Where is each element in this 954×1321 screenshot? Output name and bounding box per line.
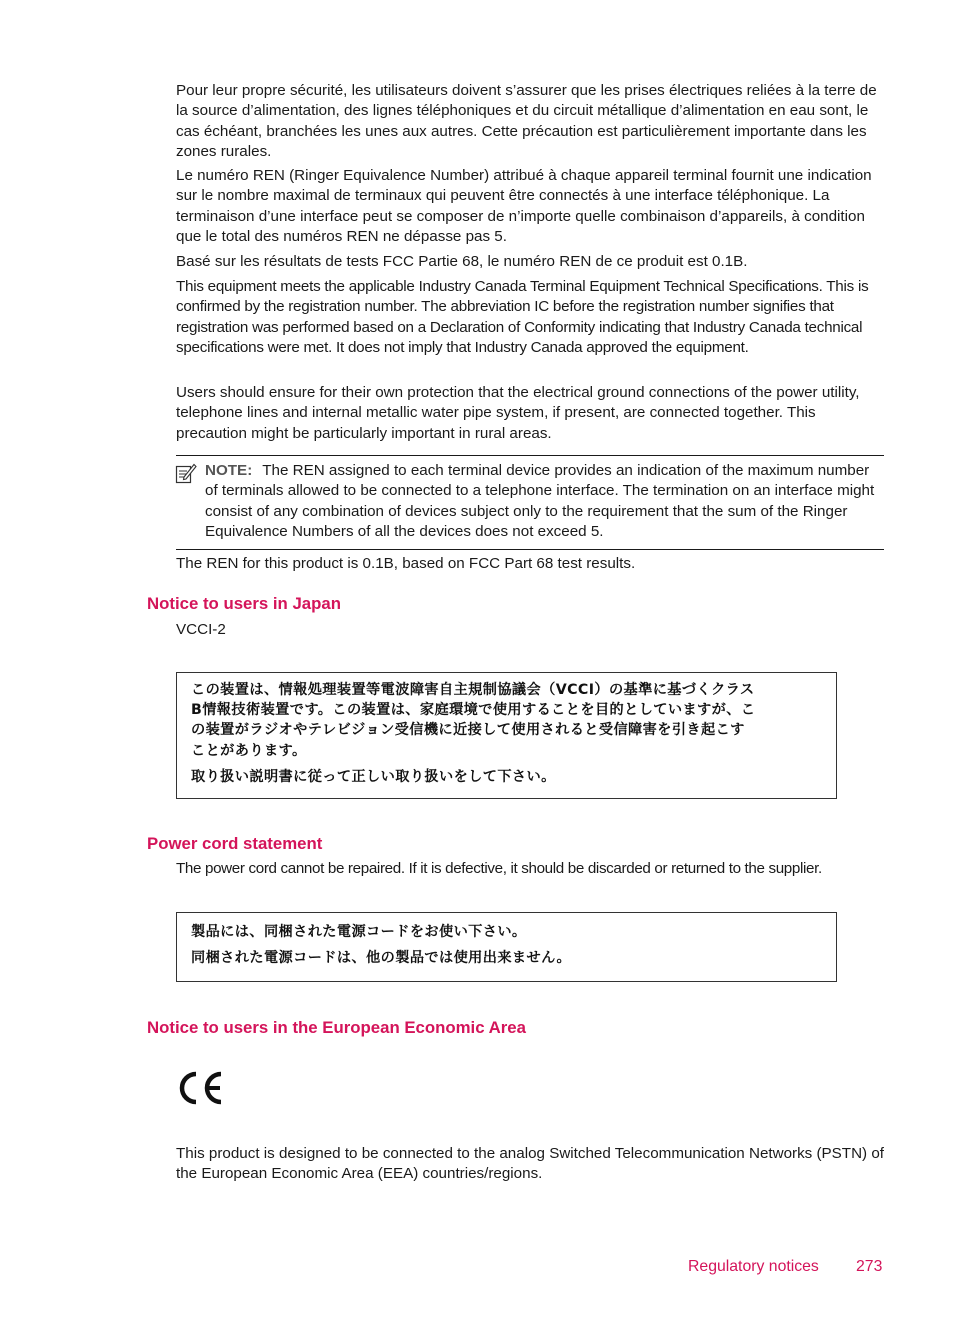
french-ren-paragraph: Le numéro REN (Ringer Equivalence Number) attribué à chaque appareil terminal fournit une indication sur le nombre maximal de terminaux qui peuvent être connectés à une interface téléphonique. La terminaison d’une interface peut se composer de n’importe quelle combinaison d’appareils, à condition que le total des numéros REN ne dépasse pas 5. — [176, 167, 872, 246]
vcci-label: VCCI-2 — [176, 621, 226, 638]
jp-power-line: 製品には、同梱された電源コードをお使い下さい。 — [191, 924, 527, 940]
jp-notice-line: 取り扱い説明書に従って正しい取り扱いをして下さい。 — [191, 768, 556, 785]
japan-heading: Notice to users in Japan — [147, 594, 341, 613]
jp-notice-line: ことがあります。 — [191, 742, 307, 759]
jp-notice-line: の装置がラジオやテレビジョン受信機に近接して使用されると受信障害を引き起こす — [191, 722, 745, 739]
footer-page-number: 273 — [856, 1258, 883, 1275]
ren-statement: The REN for this product is 0.1B, based on FCC Part 68 test results. — [176, 555, 636, 572]
industry-canada-paragraph: This equipment meets the applicable Industry Canada Terminal Equipment Technical Specifications. This is confirmed by the registration number. The abbreviation IC before the registration number signifies that registration was performed based on a Declaration of Conformity indicating that Industry Canada technical specifications were met. It does not imply that Industry Canada approved the equipment. — [176, 278, 869, 357]
eea-text: This product is designed to be connected to the analog Switched Telecommunication Networks (PSTN) of the European Economic Area (EEA) countries/regions. — [176, 1145, 884, 1183]
french-safety-paragraph: Pour leur propre sécurité, les utilisateurs doivent s’assurer que les prises électriques reliées à la terre de la source d’alimentation, des lignes téléphoniques et du circuit métallique d’alimentation en eau sont, le cas échéant, branchées les unes aux autres. Cette précaution est particulièrement importante dans les zones rurales. — [176, 82, 877, 161]
protection-paragraph: Users should ensure for their own protection that the electrical ground connections of the power utility, telephone lines and internal metallic water pipe system, if present, are connected together. This precaution might be particularly important in rural areas. — [176, 384, 860, 442]
jp-notice-line: この装置は、情報処理装置等電波障害自主規制協議会（VCCI）の基準に基づくクラス — [191, 682, 755, 698]
jp-power-line: 同梱された電源コードは、他の製品では使用出来ません。 — [191, 950, 572, 967]
japan-power-cord-box — [176, 912, 837, 982]
power-cord-heading: Power cord statement — [147, 834, 323, 853]
note-text — [205, 461, 885, 543]
footer-section-title: Regulatory notices — [688, 1258, 819, 1275]
power-cord-text: The power cord cannot be repaired. If it is defective, it should be discarded or returned to the supplier. — [176, 860, 822, 877]
note-pencil-icon — [175, 462, 197, 484]
jp-notice-line: B情報技術装置です。この装置は、家庭環境で使用することを目的としていますが、こ — [191, 702, 756, 719]
note-bottom-rule — [176, 549, 884, 550]
note-label: NOTE: — [205, 462, 253, 479]
note-body: The REN assigned to each terminal device provides an indication of the maximum number of terminals allowed to be connected to a telephone interface. The termination on an interface might consist of any combination of devices subject only to the requirement that the sum of the Ringer Equivalence Numbers of all the devices does not exceed 5. — [205, 462, 875, 541]
ce-mark-icon — [176, 1068, 228, 1108]
japan-vcci-notice-box — [176, 672, 837, 799]
note-top-rule — [176, 455, 884, 456]
eea-heading: Notice to users in the European Economic Area — [147, 1018, 526, 1037]
french-fcc-paragraph: Basé sur les résultats de tests FCC Partie 68, le numéro REN de ce produit est 0.1B. — [176, 253, 748, 270]
